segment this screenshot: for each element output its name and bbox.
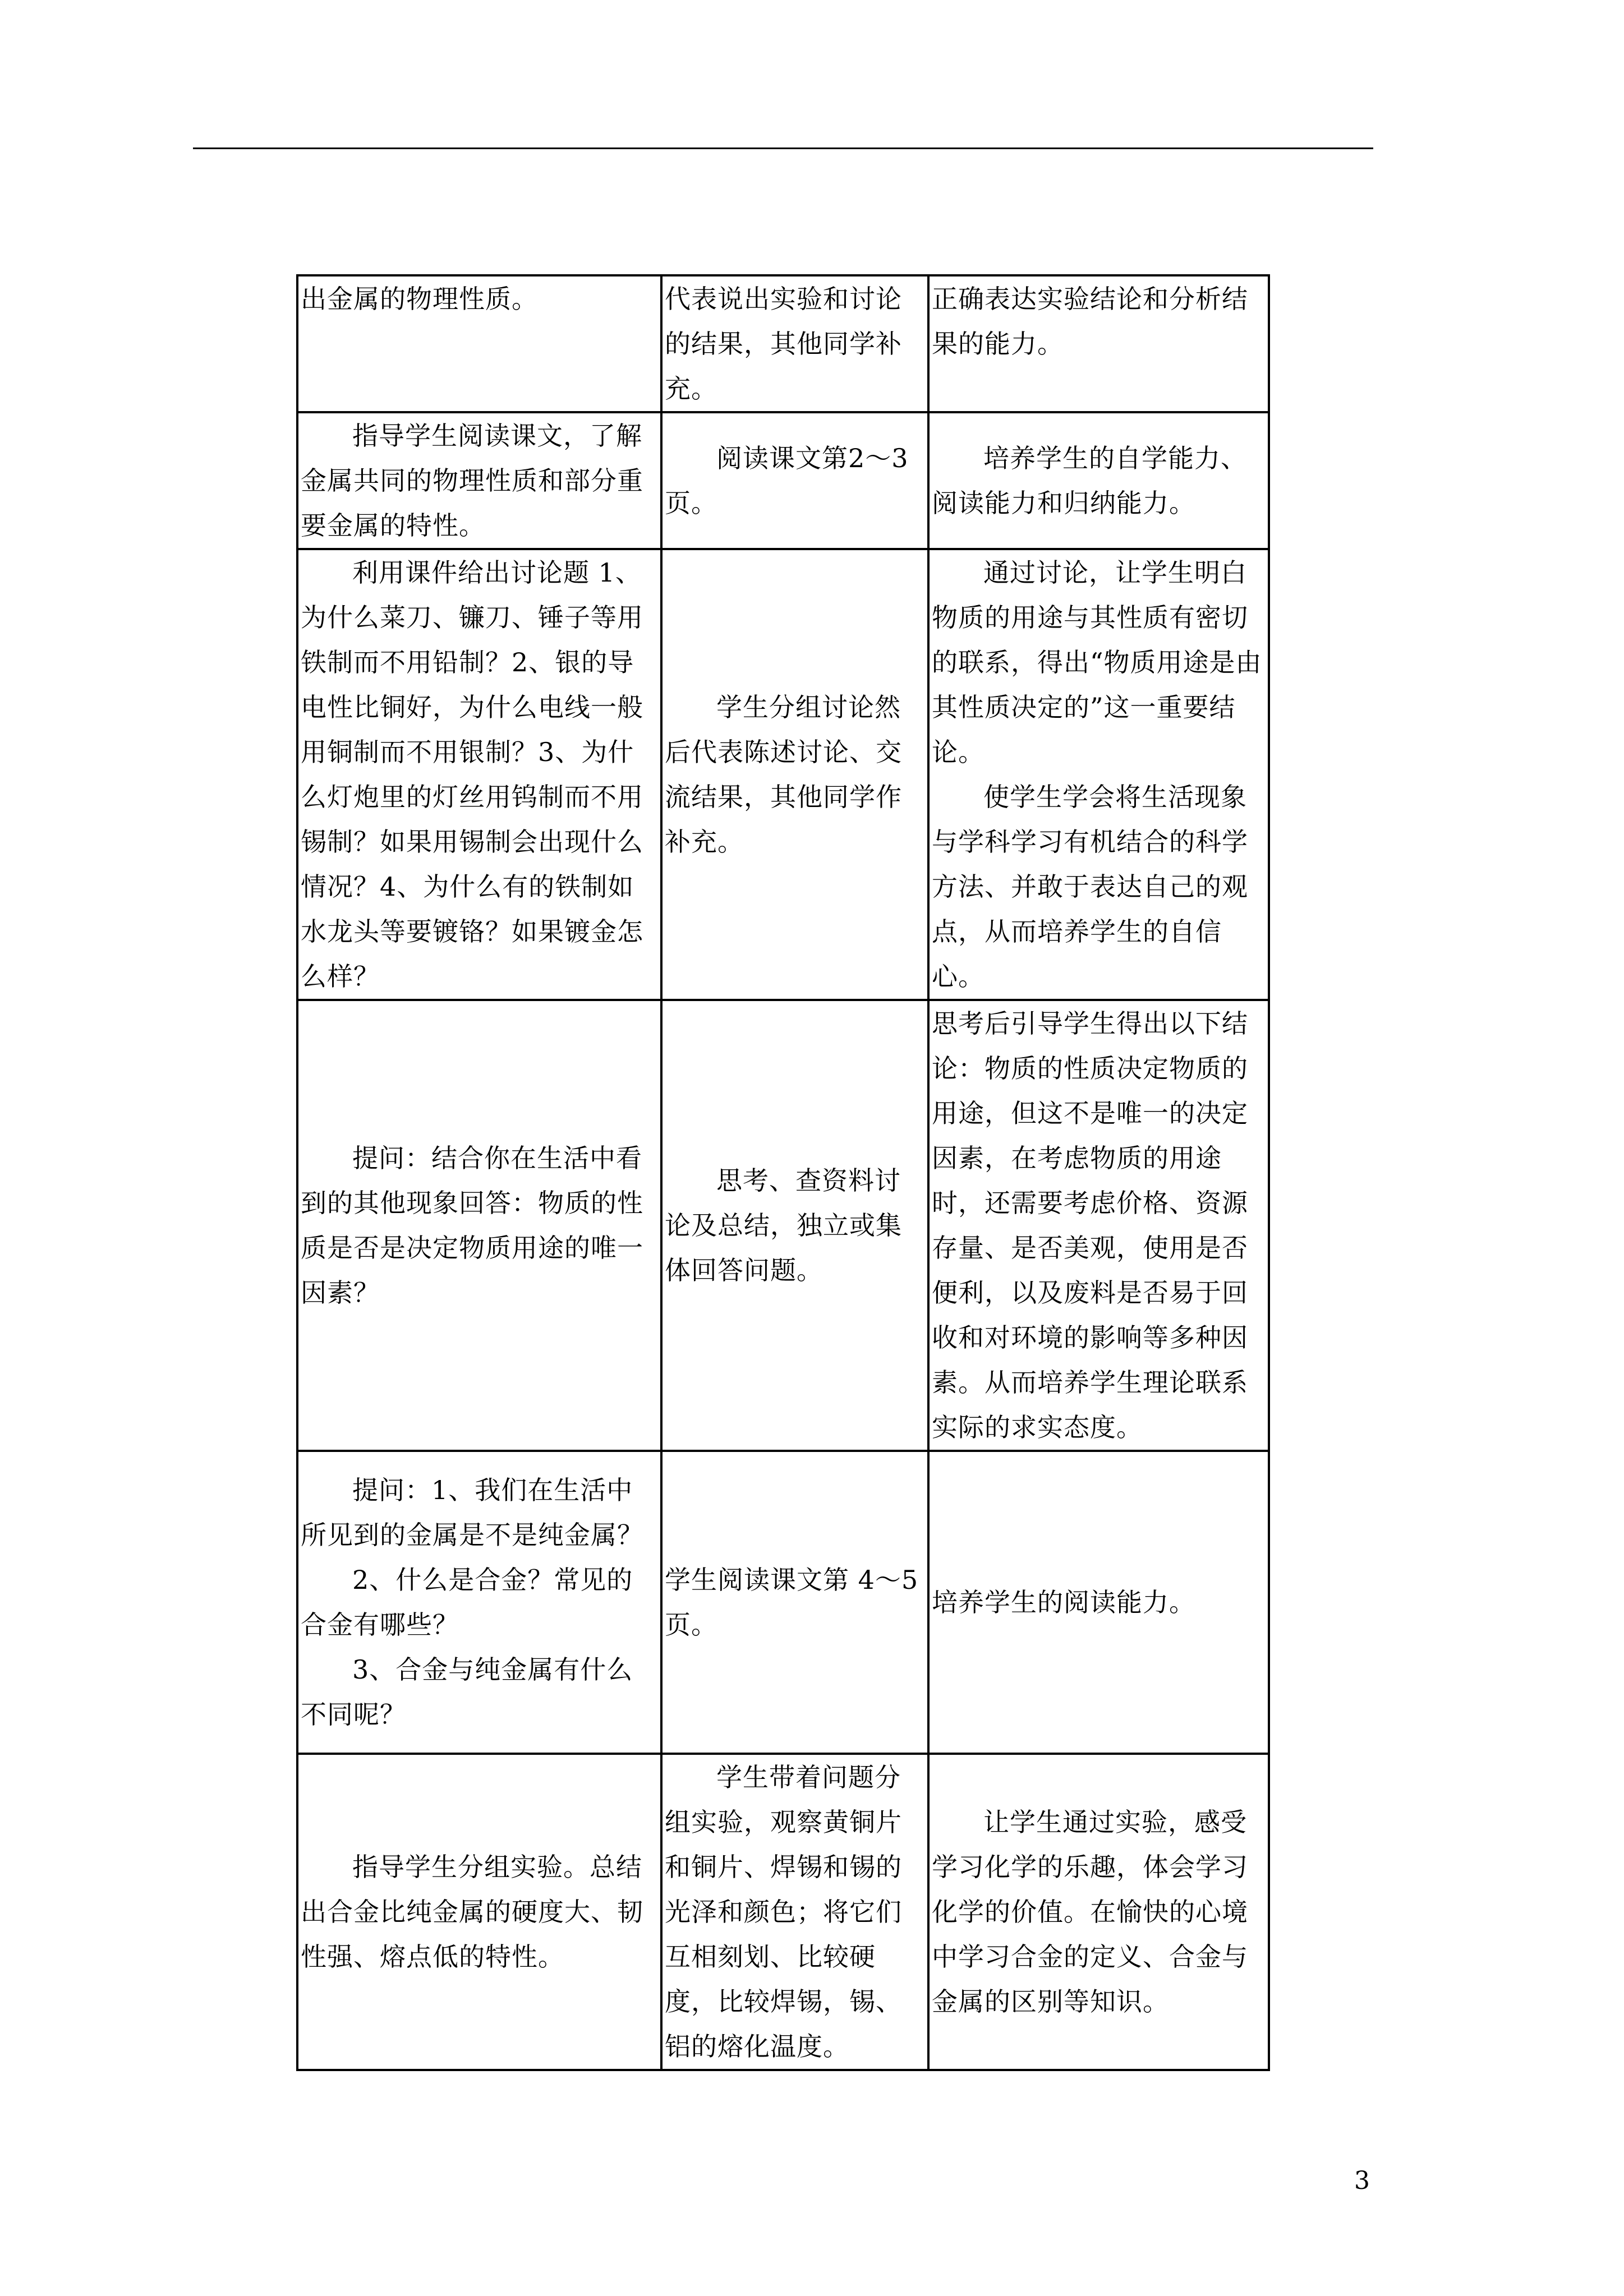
table-row — [297, 1451, 1269, 1754]
design-intent-cell — [928, 1000, 1269, 1451]
cell-text: 2、什么是合金？常见的合金有哪些？ — [301, 1565, 633, 1640]
design-intent-cell — [928, 549, 1269, 1000]
table-row — [297, 1754, 1269, 2070]
teacher-activity-cell — [297, 275, 661, 412]
cell-text: 学生分组讨论然后代表陈述讨论、交流结果，其他同学作补充。 — [665, 692, 902, 857]
cell-text: 让学生通过实验，感受学习化学的乐趣，体会学习化学的价值。在愉快的心境中学习合金的定义、合金与金属的区别等知识。 — [932, 1807, 1248, 2017]
cell-text: 提问：1、我们在生活中所见到的金属是不是纯金属？ — [301, 1475, 643, 1550]
table-row — [297, 1000, 1269, 1451]
design-intent-cell — [928, 412, 1269, 549]
page-number: 3 — [1354, 2166, 1370, 2195]
student-activity-cell — [661, 412, 928, 549]
cell-text: 培养学生的自学能力、阅读能力和归纳能力。 — [932, 443, 1247, 518]
table-row — [297, 549, 1269, 1000]
header-rule — [193, 147, 1373, 149]
cell-text: 正确表达实验结论和分析结果的能力。 — [932, 284, 1248, 359]
cell-text: 指导学生阅读课文，了解金属共同的物理性质和部分重要金属的特性。 — [301, 421, 643, 541]
cell-text: 3、合金与纯金属有什么不同呢？ — [301, 1654, 633, 1730]
cell-text: 利用课件给出讨论题 1、为什么菜刀、镰刀、锤子等用铁制而不用铅制？2、银的导电性比铜好，为什么电线一般用铜制而不用银制？3、为什么灯炮里的灯丝用钨制而不用锡制？如果用锡制会出现什么情况？4、为什么有的铁制如水龙头等要镀铬？如果镀金怎么样？ — [301, 557, 643, 992]
cell-text: 提问：结合你在生活中看到的其他现象回答：物质的性质是否是决定物质用途的唯一因素？ — [301, 1143, 643, 1308]
teacher-activity-cell — [297, 1754, 661, 2070]
cell-text: 阅读课文第2～3页。 — [665, 443, 909, 518]
cell-text: 思考后引导学生得出以下结论：物质的性质决定物质的用途，但这不是唯一的决定因素，在考虑物质的用途时，还需要考虑价格、资源存量、是否美观，使用是否便利，以及废料是否易于回收和对环境的影响等多种因素。从而培养学生理论联系实际的求实态度。 — [932, 1008, 1248, 1442]
student-activity-cell — [661, 275, 928, 412]
student-activity-cell — [661, 1000, 928, 1451]
cell-text: 学生阅读课文第 4～5页。 — [665, 1565, 919, 1640]
design-intent-cell — [928, 275, 1269, 412]
table-row — [297, 412, 1269, 549]
teacher-activity-cell — [297, 549, 661, 1000]
table-row — [297, 275, 1269, 412]
cell-text: 培养学生的阅读能力。 — [932, 1587, 1195, 1617]
cell-text: 思考、查资料讨论及总结，独立或集体回答问题。 — [665, 1165, 902, 1285]
cell-text: 通过讨论，让学生明白物质的用途与其性质有密切的联系，得出“物质用途是由其性质决定的”这一重要结论。 — [932, 557, 1262, 767]
lesson-plan-table — [296, 274, 1270, 2071]
cell-text: 代表说出实验和讨论的结果，其他同学补充。 — [665, 284, 902, 404]
student-activity-cell — [661, 1754, 928, 2070]
cell-text: 学生带着问题分组实验，观察黄铜片和铜片、焊锡和锡的光泽和颜色；将它们互相刻划、比较硬度，比较焊锡，锡、铝的熔化温度。 — [665, 1762, 902, 2062]
teacher-activity-cell — [297, 1000, 661, 1451]
cell-text: 使学生学会将生活现象与学科学习有机结合的科学方法、并敢于表达自己的观点，从而培养学生的自信心。 — [932, 782, 1248, 992]
design-intent-cell — [928, 1754, 1269, 2070]
student-activity-cell — [661, 549, 928, 1000]
teacher-activity-cell — [297, 1451, 661, 1754]
student-activity-cell — [661, 1451, 928, 1754]
cell-text: 指导学生分组实验。总结出合金比纯金属的硬度大、韧性强、熔点低的特性。 — [301, 1852, 643, 1972]
design-intent-cell — [928, 1451, 1269, 1754]
cell-text: 出金属的物理性质。 — [301, 284, 538, 314]
teacher-activity-cell — [297, 412, 661, 549]
